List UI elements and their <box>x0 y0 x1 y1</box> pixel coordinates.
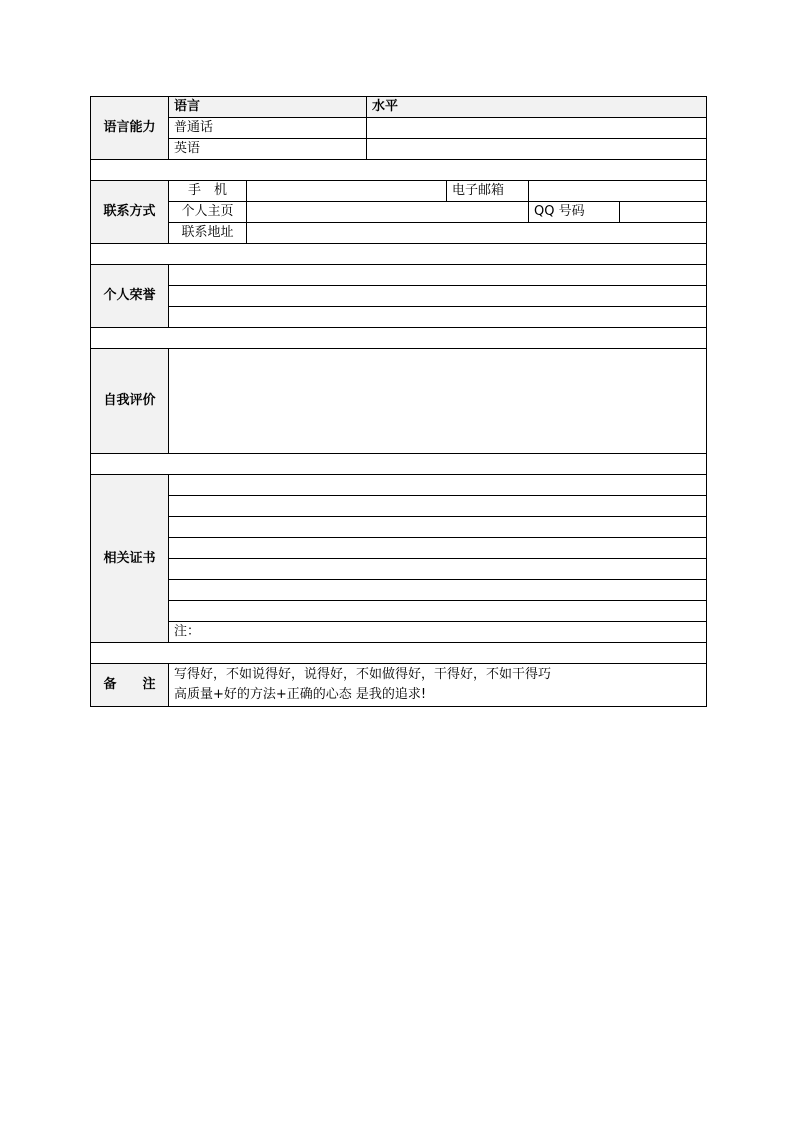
spacer-cell <box>91 160 707 181</box>
email-field[interactable] <box>529 181 707 202</box>
self-eval-field[interactable] <box>169 349 707 454</box>
certificate-field[interactable] <box>169 559 707 580</box>
certificate-row <box>91 580 707 601</box>
resume-table <box>90 96 707 707</box>
spacer-cell <box>91 643 707 664</box>
language-name-cell: 普通话 <box>169 118 367 139</box>
honors-field[interactable] <box>169 265 707 286</box>
certificate-row <box>91 559 707 580</box>
contact-row-homepage-qq <box>91 202 707 223</box>
certificate-row <box>91 496 707 517</box>
honors-field[interactable] <box>169 307 707 328</box>
spacer-cell <box>91 454 707 475</box>
homepage-label: 个人主页 <box>169 202 247 223</box>
spacer-row <box>91 643 707 664</box>
honors-field[interactable] <box>169 286 707 307</box>
certificate-field[interactable] <box>169 580 707 601</box>
certificate-row <box>91 517 707 538</box>
honors-row <box>91 307 707 328</box>
certificate-row <box>91 538 707 559</box>
spacer-row <box>91 160 707 181</box>
remarks-line: 写得好，不如说得好，说得好，不如做得好，干得好，不如干得巧 <box>174 667 552 682</box>
self-eval-row <box>91 349 707 454</box>
address-field[interactable] <box>247 223 707 244</box>
certificate-field[interactable] <box>169 496 707 517</box>
certificate-field[interactable] <box>169 517 707 538</box>
spacer-row <box>91 244 707 265</box>
certificate-field[interactable] <box>169 538 707 559</box>
certificate-note: 注： <box>169 622 707 643</box>
language-level-cell[interactable] <box>367 118 707 139</box>
language-row <box>91 139 707 160</box>
phone-field[interactable] <box>247 181 447 202</box>
certificates-section-label: 相关证书 <box>91 475 169 643</box>
contact-section-label: 联系方式 <box>91 181 169 244</box>
language-section-label: 语言能力 <box>91 97 169 160</box>
email-label: 电子邮箱 <box>447 181 529 202</box>
remarks-row <box>91 664 707 707</box>
phone-label: 手 机 <box>169 181 247 202</box>
contact-row-phone-email <box>91 181 707 202</box>
honors-section-label: 个人荣誉 <box>91 265 169 328</box>
contact-row-address <box>91 223 707 244</box>
honors-row <box>91 286 707 307</box>
address-label: 联系地址 <box>169 223 247 244</box>
certificate-note-row <box>91 622 707 643</box>
remarks-line: 高质量+好的方法+正确的心态 是我的追求! <box>174 687 427 702</box>
certificate-row <box>91 601 707 622</box>
self-eval-section-label: 自我评价 <box>91 349 169 454</box>
language-column-header: 语言 <box>169 97 367 118</box>
qq-field[interactable] <box>620 202 706 222</box>
language-header-row <box>91 97 707 118</box>
certificate-field[interactable] <box>169 601 707 622</box>
spacer-row <box>91 328 707 349</box>
qq-cell <box>529 202 707 223</box>
certificate-field[interactable] <box>169 475 707 496</box>
certificate-row <box>91 475 707 496</box>
homepage-field[interactable] <box>247 202 529 223</box>
qq-label: QQ 号码 <box>529 202 620 222</box>
remarks-section-label: 备 注 <box>91 664 169 707</box>
spacer-cell <box>91 328 707 349</box>
spacer-row <box>91 454 707 475</box>
language-row <box>91 118 707 139</box>
language-name-cell: 英语 <box>169 139 367 160</box>
language-level-cell[interactable] <box>367 139 707 160</box>
level-column-header: 水平 <box>367 97 707 118</box>
spacer-cell <box>91 244 707 265</box>
resume-table-sheet <box>90 96 706 707</box>
remarks-content <box>169 664 707 707</box>
honors-row <box>91 265 707 286</box>
